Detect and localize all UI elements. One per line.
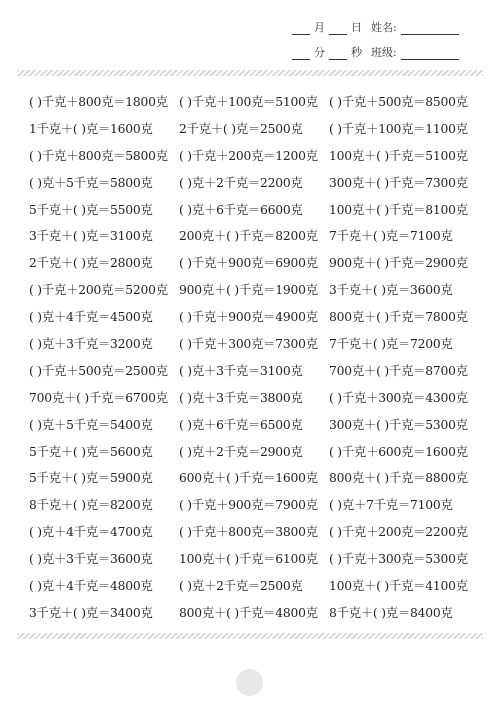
second-blank[interactable] [329,49,347,60]
problem-item: ( )千克＋500克＝2500克 [29,363,168,378]
problem-item: ( )千克＋600克＝1600克 [329,444,468,459]
minute-blank[interactable] [292,49,310,60]
minute-label: 分 [314,46,325,59]
problem-item: ( )克＋6千克＝6500克 [179,417,303,432]
problem-item: ( )克＋3千克＝3800克 [179,390,303,405]
class-blank[interactable] [401,49,459,60]
problem-item: ( )克＋4千克＝4500克 [29,310,153,325]
problem-item: 3千克＋( )克＝3600克 [329,283,453,298]
problem-row [0,92,500,119]
problem-item: 800克＋( )千克＝7800克 [329,310,468,325]
problem-item: 900克＋( )千克＝1900克 [179,283,318,298]
problem-item: ( )千克＋300克＝7300克 [179,337,318,352]
problem-item: ( )克＋3千克＝3600克 [29,552,153,567]
problem-item: 2千克＋( )克＝2800克 [29,256,153,271]
problem-item: 5千克＋( )克＝5500克 [29,202,153,217]
problem-item: 700克＋( )千克＝8700克 [329,363,468,378]
problem-item: 8千克＋( )克＝8400克 [329,605,453,620]
problem-row [0,307,500,334]
month-label: 月 [314,21,325,34]
problem-item: 5千克＋( )克＝5900克 [29,471,153,486]
worksheet-header [0,0,500,64]
problem-item: 900克＋( )千克＝2900克 [329,256,468,271]
problem-item: 7千克＋( )克＝7200克 [329,337,453,352]
problem-item: ( )克＋3千克＝3100克 [179,363,303,378]
problem-item: ( )克＋7千克＝7100克 [329,498,453,513]
problem-row [0,361,500,388]
problem-row [0,603,500,630]
problem-item: 300克＋( )千克＝7300克 [329,175,468,190]
problem-item: ( )千克＋200克＝1200克 [179,148,318,163]
problem-item: ( )千克＋800克＝3800克 [179,525,318,540]
problem-item: 8千克＋( )克＝8200克 [29,498,153,513]
name-blank[interactable] [401,24,459,35]
problem-item: ( )克＋2千克＝2900克 [179,444,303,459]
problem-row [0,442,500,469]
problem-row [0,173,500,200]
problem-row [0,495,500,522]
name-label: 姓名: [371,21,397,34]
problem-item: ( )克＋6千克＝6600克 [179,202,303,217]
problem-row [0,253,500,280]
class-label: 班级: [371,46,397,59]
problem-row [0,415,500,442]
problem-item: ( )千克＋200克＝5200克 [29,283,168,298]
problem-row [0,119,500,146]
problem-item: ( )克＋2千克＝2500克 [179,579,303,594]
page-indicator [236,669,263,696]
problem-grid [0,92,500,630]
problem-row [0,334,500,361]
problem-item: 300克＋( )千克＝5300克 [329,417,468,432]
problem-item: ( )千克＋300克＝5300克 [329,552,468,567]
problem-item: 3千克＋( )克＝3100克 [29,229,153,244]
problem-row [0,226,500,253]
problem-row [0,576,500,603]
problem-item: 3千克＋( )克＝3400克 [29,605,153,620]
time-line [292,44,366,60]
date-line [292,19,366,35]
problem-item: ( )千克＋100克＝5100克 [179,95,318,109]
second-label: 秒 [351,46,362,59]
problem-row [0,200,500,227]
problem-item: ( )克＋4千克＝4700克 [29,525,153,540]
problem-item: ( )克＋2千克＝2200克 [179,175,303,190]
problem-item: 2千克＋( )克＝2500克 [179,121,303,136]
top-divider [17,70,483,76]
problem-row [0,146,500,173]
problem-item: 1千克＋( )克＝1600克 [29,121,153,136]
problem-item: ( )千克＋100克＝1100克 [329,121,468,136]
month-blank[interactable] [292,24,310,35]
problem-item: ( )千克＋900克＝4900克 [179,310,318,325]
problem-item: ( )千克＋800克＝1800克 [29,95,168,109]
class-line [371,44,459,60]
problem-item: 7千克＋( )克＝7100克 [329,229,453,244]
day-label: 日 [351,21,362,34]
problem-item: 100克＋( )千克＝8100克 [329,202,468,217]
problem-item: ( )克＋4千克＝4800克 [29,579,153,594]
problem-item: 5千克＋( )克＝5600克 [29,444,153,459]
problem-row [0,522,500,549]
problem-item: ( )克＋5千克＝5400克 [29,417,153,432]
problem-item: ( )千克＋800克＝5800克 [29,148,168,163]
problem-row [0,468,500,495]
problem-item: ( )千克＋200克＝2200克 [329,525,468,540]
problem-row [0,280,500,307]
problem-row [0,549,500,576]
bottom-divider [17,633,483,639]
problem-item: ( )千克＋900克＝6900克 [179,256,318,271]
problem-item: 700克＋( )千克＝6700克 [29,390,168,405]
name-line [371,19,459,35]
problem-item: 800克＋( )千克＝4800克 [179,605,318,620]
problem-item: ( )克＋5千克＝5800克 [29,175,153,190]
problem-item: 100克＋( )千克＝4100克 [329,579,468,594]
problem-item: 100克＋( )千克＝6100克 [179,552,318,567]
day-blank[interactable] [329,24,347,35]
problem-item: ( )千克＋300克＝4300克 [329,390,468,405]
problem-item: 600克＋( )千克＝1600克 [179,471,318,486]
problem-item: ( )克＋3千克＝3200克 [29,337,153,352]
problem-item: ( )千克＋500克＝8500克 [329,95,468,109]
problem-item: 800克＋( )千克＝8800克 [329,471,468,486]
problem-row [0,388,500,415]
problem-item: 200克＋( )千克＝8200克 [179,229,318,244]
problem-item: 100克＋( )千克＝5100克 [329,148,468,163]
problem-item: ( )千克＋900克＝7900克 [179,498,318,513]
